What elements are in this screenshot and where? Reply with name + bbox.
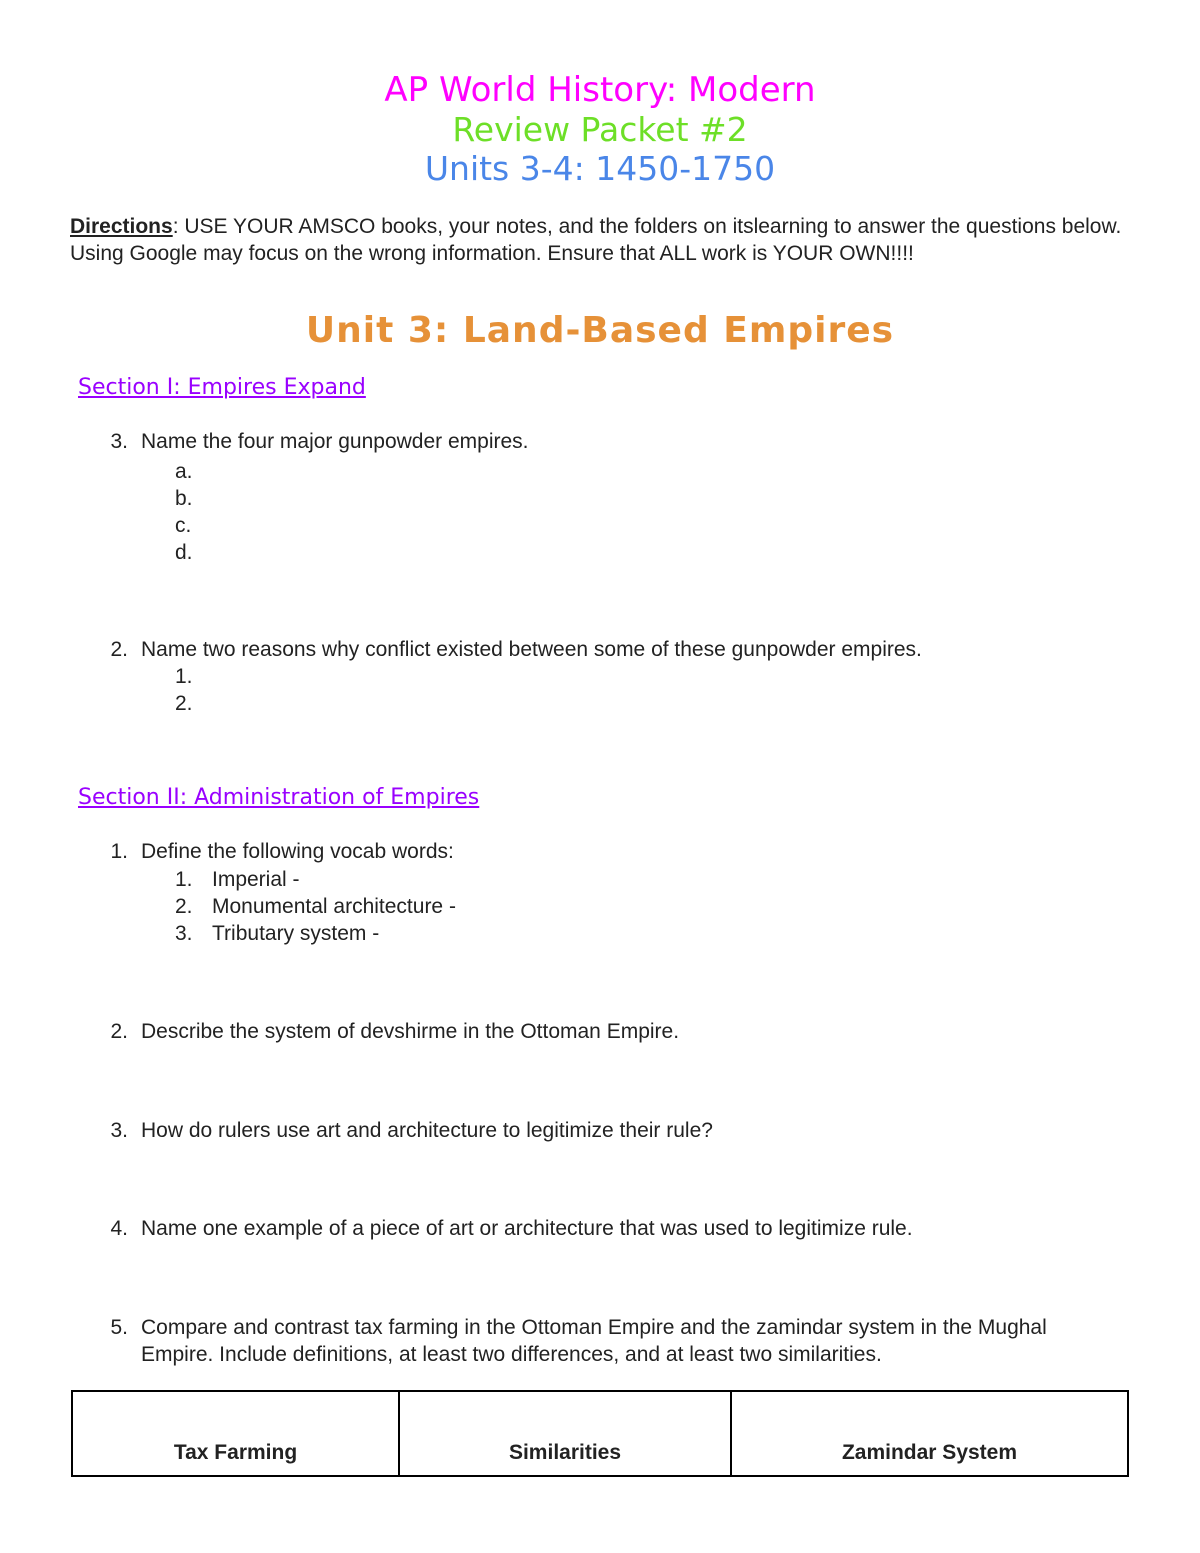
- question-text: Name two reasons why conflict existed between some of these gunpowder empires.: [141, 638, 922, 661]
- page-title: AP World History: Modern: [384, 70, 816, 110]
- section-heading-1: Section I: Empires Expand: [78, 375, 366, 400]
- answer-marker: b.: [175, 487, 193, 510]
- answer-marker: d.: [175, 541, 193, 564]
- answer-marker: a.: [175, 460, 193, 483]
- comparison-table: [71, 1390, 1129, 1477]
- question-number: 4.: [110, 1217, 128, 1240]
- vocab-number: 1.: [175, 868, 193, 891]
- answer-marker: 2.: [175, 692, 193, 715]
- question-tax-farming: [0, 1314, 1200, 1374]
- vocab-term: Imperial -: [212, 868, 300, 891]
- vocab-number: 3.: [175, 922, 193, 945]
- question-vocab: [0, 838, 1200, 950]
- question-number: 2.: [110, 1020, 128, 1043]
- vocab-term: Monumental architecture -: [212, 895, 456, 918]
- answer-marker: 1.: [175, 665, 193, 688]
- table-header-zamindar: Zamindar System: [731, 1391, 1128, 1476]
- units-subtitle: Units 3-4: 1450-1750: [424, 149, 776, 188]
- question-text: Describe the system of devshirme in the Ottoman Empire.: [141, 1020, 680, 1043]
- question-text: How do rulers use art and architecture to legitimize their rule?: [141, 1119, 713, 1142]
- question-text: Define the following vocab words:: [141, 840, 454, 863]
- vocab-term: Tributary system -: [212, 922, 380, 945]
- question-number: 3.: [110, 430, 128, 453]
- directions-text: : USE YOUR AMSCO books, your notes, and the folders on itslearning to answer the questions below. Using Google may focus on the wrong information. Ensure that ALL work is YOUR OWN!!!!: [70, 215, 1122, 265]
- question-number: 3.: [110, 1119, 128, 1142]
- directions-paragraph: [70, 213, 1130, 267]
- question-number: 2.: [110, 638, 128, 661]
- question-conflict-reasons: [0, 636, 1200, 721]
- question-devshirme: [0, 1018, 1200, 1048]
- question-number: 5.: [110, 1316, 128, 1339]
- table-header-row: [72, 1391, 1128, 1476]
- unit-heading: Unit 3: Land-Based Empires: [305, 310, 895, 351]
- question-text: Name the four major gunpowder empires.: [141, 430, 529, 453]
- packet-subtitle: Review Packet #2: [452, 110, 748, 149]
- directions-label: Directions: [70, 215, 173, 238]
- question-number: 1.: [110, 840, 128, 863]
- table-header-similarities: Similarities: [399, 1391, 731, 1476]
- question-art-example: [0, 1215, 1200, 1245]
- section-heading-2: Section II: Administration of Empires: [78, 785, 480, 810]
- question-text: Name one example of a piece of art or architecture that was used to legitimize rule.: [141, 1217, 913, 1240]
- vocab-number: 2.: [175, 895, 193, 918]
- table-header-tax-farming: Tax Farming: [72, 1391, 399, 1476]
- question-art-architecture: [0, 1117, 1200, 1147]
- answer-marker: c.: [175, 514, 192, 537]
- question-text: Compare and contrast tax farming in the Ottoman Empire and the zamindar system in the Mughal Empire. Include definitions, at least two differences, and at least two similarities.: [141, 1316, 1047, 1366]
- question-gunpowder-empires: [0, 428, 1200, 568]
